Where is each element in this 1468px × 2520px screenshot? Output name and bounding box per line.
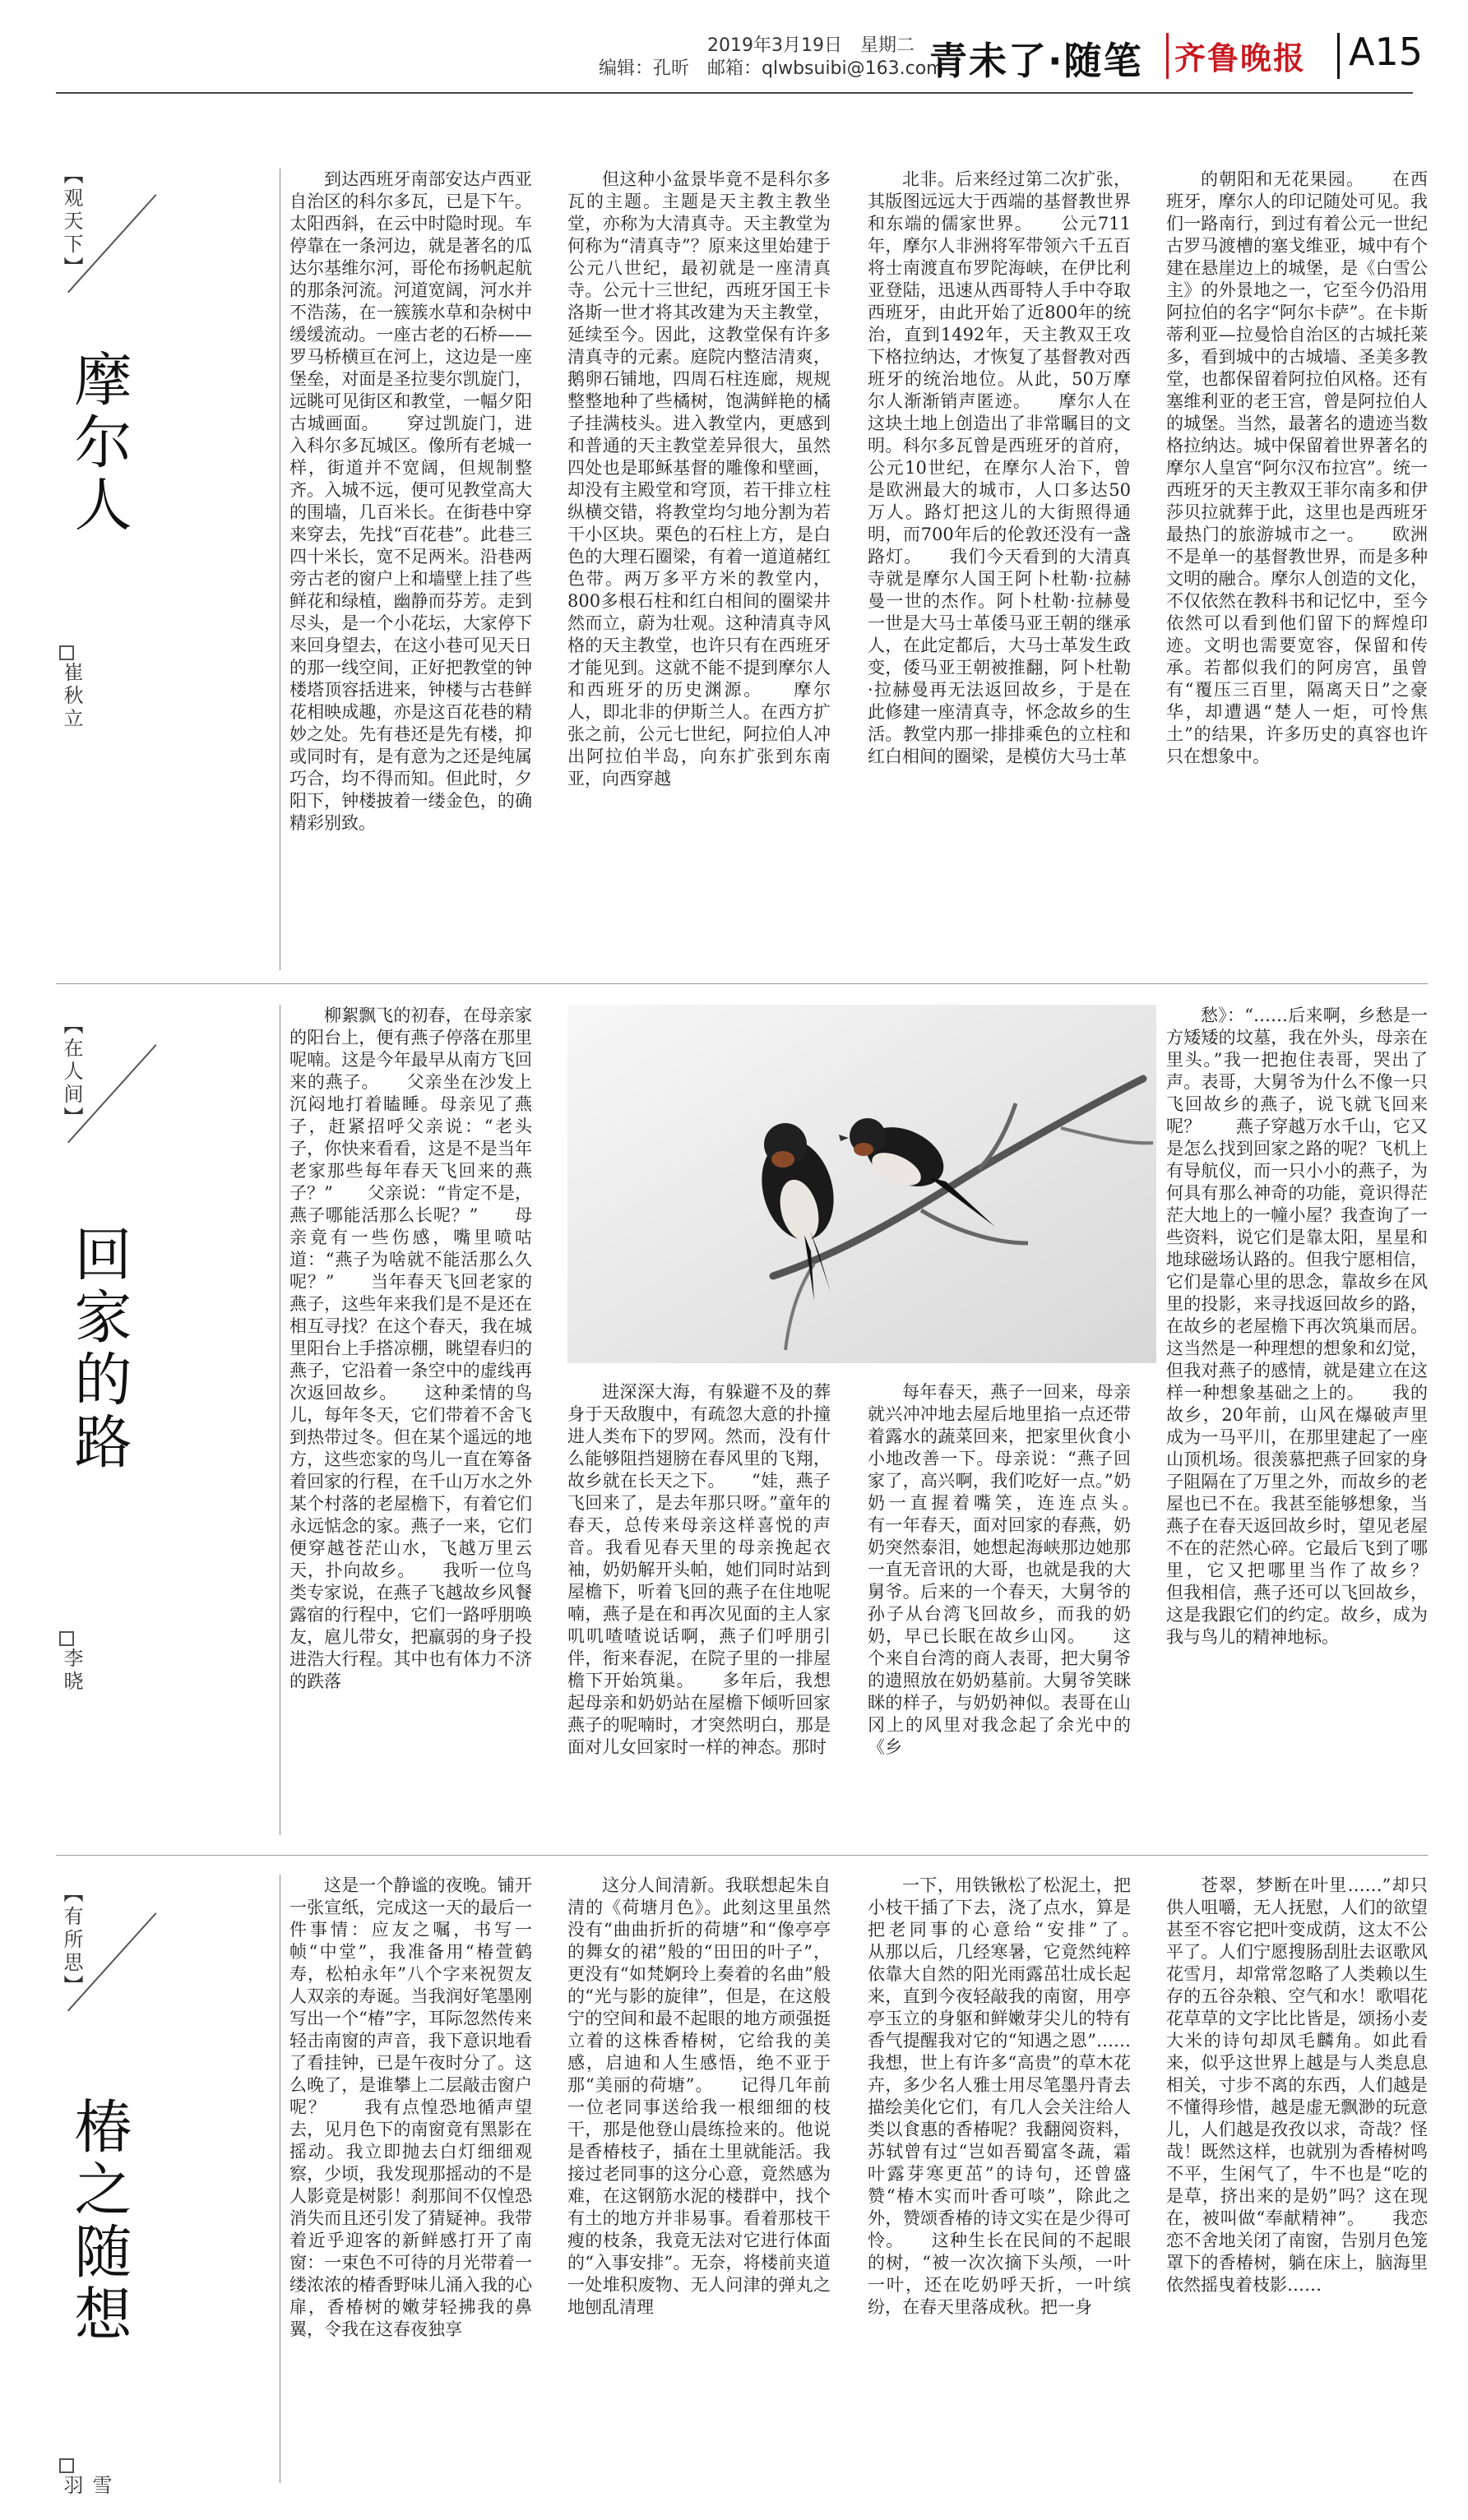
article-2-column-2: 进深深大海，有躲避不及的葬身于天敌腹中，有疏忽大意的扑撞进人类布下的罗网。然而，没有什么能够阻挡翅膀在春风里的飞翔，故乡就在长天之下。 “娃，燕子飞回来了，是去年那只呀。”童年的春天，总传来母亲这样喜悦的声音。我看见春天里的母亲挽起衣袖，奶奶解开头帕，她们同时站到屋檐下，听着飞回的燕子在住地呢喃，燕子是在和再次见面的主人家叽叽喳喳说话啊，燕子们呼朋引伴，衔来春泥，在院子里的一排屋檐下开始筑巢。 多年后，我想起母亲和奶奶站在屋檐下倾听回家燕子的呢喃时，才突然明白，那是面对儿女回家时一样的神态。那时 bbox=[567, 1382, 831, 1757]
author-box-icon bbox=[59, 2458, 74, 2473]
column-title: 青未了·随笔 bbox=[929, 39, 1143, 83]
section-label: 【观天下】 bbox=[60, 164, 83, 280]
section-rule-1 bbox=[56, 983, 1428, 984]
swallows-photo-icon bbox=[567, 1005, 1156, 1363]
header-divider bbox=[1166, 33, 1169, 79]
article-3-column-4: 苍翠，梦断在叶里……”却只供人咀嚼，无人抚慰，人们的欲望甚至不容它把叶变成荫，这太不公平了。人们宁愿搜肠刮肚去讴歌风花雪月，却常常忽略了人类赖以生存的五谷杂粮、空气和水！歌唱花花草草的文字比比皆是，颂扬小麦大米的诗句却凤毛麟角。如此看来，似乎这世界上越是与人类息息相关，寸步不离的东西，人们越是不懂得珍惜，越是虚无飘渺的玩意儿，人们越是孜孜以求，奇哉？怪哉！既然这样，也就别为香椿树鸣不平，生闲气了，牛不也是“吃的是草，挤出来的是奶”吗？这在现在，被叫做“奉献精神”。 我恋恋不舍地关闭了南窗，告别月色笼罩下的香椿树，躺在床上，脑海里依然摇曳着枝影…… bbox=[1166, 1875, 1428, 2295]
swallows-photo bbox=[567, 1005, 1156, 1363]
newspaper-logo: 齐鲁晚报 bbox=[1174, 39, 1307, 76]
article-1-column-4: 的朝阳和无花果园。 在西班牙，摩尔人的印记随处可见。我们一路南行，到过有着公元一世纪古罗马渡槽的塞戈维亚，城中有个建在悬崖边上的城堡，是《白雪公主》的外景地之一，它至今仍沿用阿拉伯的名字“阿尔卡萨”。在卡斯蒂利亚—拉曼恰自治区的古城托莱多，看到城中的古城墙、圣美多教堂，也都保留着阿拉伯风格。还有塞维利亚的老王宫，曾是阿拉伯人的城堡。当然，最著名的遗迹当数格拉纳达。城中保留着世界著名的摩尔人皇宫“阿尔汉布拉宫”。统一西班牙的天主教双王菲尔南多和伊莎贝拉就葬于此，这里也是西班牙最热门的旅游城市之一。 欧洲不是单一的基督教世界，而是多种文明的融合。摩尔人创造的文化，不仅依然在教科书和记忆中，至今依然可以看到他们留下的辉煌印迹。文明也需要宽容，保留和传承。若都似我们的阿房宫，虽曾有“覆压三百里，隔离天日”之豪华，却遭遇“楚人一炬，可怜焦土”的结果，许多历史的真容也许只在想象中。 bbox=[1166, 169, 1428, 766]
article-3-column-2: 这分人间清新。我联想起朱自清的《荷塘月色》。此刻这里虽然没有“曲曲折折的荷塘”和“像亭亭的舞女的裙”般的“田田的叶子”，更没有“如梵婀玲上奏着的名曲”般的“光与影的旋律”，但是，在这般宁的空间和最不起眼的地方顽强挺立着的这株香椿树，它给我的美感，启迪和人生感悟，绝不亚于那“美丽的荷塘”。 记得几年前一位老同事送给我一根细细的枝干，那是他登山晨练捡来的。他说是香椿枝子，插在土里就能活。我接过老同事的这分心意，竟然感为难，在这钢筋水泥的楼群中，找个有土的地方并非易事。看着那枝干瘦的枝条，我竟无法对它进行体面的“入事安排”。无奈，将楼前夹道一处堆积废物、无人问津的弹丸之地刨乱清理 bbox=[567, 1875, 831, 2317]
author-name: 雪羽 bbox=[60, 2475, 112, 2498]
article-title: 摩尔人 bbox=[65, 349, 132, 537]
article-3-column-1: 这是一个静谧的夜晚。铺开一张宣纸，完成这一天的最后一件事情：应友之嘱，书写一帧“中堂”，我准备用“椿萱鹤寿，松柏永年”八个字来祝贺友人双亲的寿诞。当我润好笔墨刚写出一个“椿”字，耳际忽然传来轻击南窗的声音，我下意识地看了看挂钟，已是午夜时分了。这么晚了，是谁攀上二层敲击窗户呢？ 我有点惶恐地循声望去，见月色下的南窗竟有黑影在摇动。我立即抛去白灯细细观察，少顷，我发现那摇动的不是人影竟是树影！刹那间不仅惶恐消失而且还引发了猜疑神。我带着近乎迎客的新鲜感打开了南窗：一束色不可待的月光带着一缕浓浓的椿香野味儿涌入我的心扉，香椿树的嫩芽轻拂我的鼻翼，令我在这春夜独享 bbox=[289, 1875, 532, 2339]
section-rule-2 bbox=[56, 1855, 1428, 1856]
author-box-icon bbox=[59, 645, 74, 660]
article-1-column-3: 北非。后来经过第二次扩张，其版图远远大于西端的基督教世界和东端的儒家世界。 公元711年，摩尔人非洲将军带领六千五百将士南渡直布罗陀海峡，在伊比利亚登陆，迅速从西哥特人手中夺取西班牙，由此开始了近800年的统治，直到1492年，天主教双王攻下格拉纳达，才恢复了基督教对西班牙的统治地位。从此，50万摩尔人渐渐销声匿迹。 摩尔人在这块土地上创造出了非常瞩目的文明。科尔多瓦曾是西班牙的首府，公元10世纪，在摩尔人治下，曾是欧洲最大的城市，人口多达50万人。路灯把这儿的大街照得通明，而700年后的伦敦还没有一盏路灯。 我们今天看到的大清真寺就是摩尔人国王阿卜杜勒·拉赫曼一世的杰作。阿卜杜勒·拉赫曼一世是大马士革倭马亚王朝的继承人，在此定都后，大马士革发生政变，倭马亚王朝被推翻，阿卜杜勒·拉赫曼再无法返回故乡，于是在此修建一座清真寺，怀念故乡的生活。教堂内那一排排乘色的立柱和红白相间的圈梁，是模仿大马士革 bbox=[868, 169, 1131, 766]
header-divider-2 bbox=[1337, 33, 1340, 79]
article-1-column-1: 到达西班牙南部安达卢西亚自治区的科尔多瓦，已是下午。太阳西斜，在云中时隐时现。车停靠在一条河边，就是著名的瓜达尔基维尔河，哥伦布扬帆起航的那条河流。河道宽阔，河水并不浩荡，在一簇簇水草和杂树中缓缓流动。一座古老的石桥——罗马桥横亘在河上，这边是一座堡垒，对面是圣拉斐尔凯旋门，远眺可见街区和教堂，一幅夕阳古城画面。 穿过凯旋门，进入科尔多瓦城区。像所有老城一样，街道并不宽阔，但规制整齐。入城不远，便可见教堂高大的围墙，几百米长。在街巷中穿来穿去，先找“百花巷”。此巷三四十米长，宽不足两米。沿巷两旁古老的窗户上和墙壁上挂了些鲜花和绿植，幽静而芬芳。走到尽头，是一个小花坛，大家停下来回身望去，在这小巷可见天日的那一线空间，正好把教堂的钟楼塔顶容括进来，钟楼与古巷鲜花相映成趣，亦是这百花巷的精妙之处。先有巷还是先有楼，抑或同时有，是有意为之还是纯属巧合，均不得而知。但此时，夕阳下，钟楼披着一缕金色，的确精彩别致。 bbox=[289, 169, 532, 833]
article-title: 椿之随想 bbox=[65, 2097, 132, 2347]
author-name: 李晓 bbox=[60, 1648, 83, 1694]
article-2-column-1: 柳絮飘飞的初春，在母亲家的阳台上，便有燕子停落在那里呢喃。这是今年最早从南方飞回来的燕子。 父亲坐在沙发上沉闷地打着瞌睡。母亲见了燕子，赶紧招呼父亲说：“老头子，你快来看看，这是不是当年老家那些每年春天飞回来的燕子？” 父亲说：“肯定不是，燕子哪能活那么长呢？” 母亲竟有一些伤感，嘴里喷咕道：“燕子为啥就不能活那么久呢？” 当年春天飞回老家的燕子，这些年来我们是不是还在相互寻找？在这个春天，我在城里阳台上手搭凉棚，眺望春归的燕子，它沿着一条空中的虚线再次返回故乡。 这种柔情的鸟儿，每年冬天，它们带着不舍飞到热带过冬。但在某个遥远的地方，这些恋家的鸟儿一直在筹备着回家的行程，在千山万水之外某个村落的老屋檐下，有着它们永远惦念的家。燕子一来，它们便穿越苍茫山水，飞越万里云天，扑向故乡。 我听一位鸟类专家说，在燕子飞越故乡风餐露宿的行程中，它们一路呼朋唤友，扈儿带女，把羸弱的身子投进浩大行程。其中也有体力不济的跌落 bbox=[289, 1006, 532, 1691]
page-number: A15 bbox=[1349, 30, 1424, 74]
section-label: 【有所思】 bbox=[60, 1883, 83, 1998]
author-name: 崔秋立 bbox=[60, 662, 83, 731]
article-2-column-4: 愁》：“……后来啊，乡愁是一方矮矮的坟墓，我在外头，母亲在里头。”我一把抱住表哥，哭出了声。表哥，大舅爷为什么不像一只飞回故乡的燕子，说飞就飞回来呢？ 燕子穿越万水千山，它又是怎么找到回家之路的呢？飞机上有导航仪，而一只小小的燕子，为何具有那么神奇的功能，竟识得茫茫大地上的一幢小屋？我查询了一些资料，说它们是靠太阳，星星和地球磁场认路的。但我宁愿相信，它们是靠心里的思念，靠故乡在风里的投影，来寻找返回故乡的路，在故乡的老屋檐下再次筑巢而居。这当然是一种理想的想象和幻觉，但我对燕子的感情，就是建立在这样一种想象基础之上的。 我的故乡，20年前，山风在爆破声里成为一马平川，在那里建起了一座山顶机场。很羡慕把燕子回家的身子阻隔在了万里之外，而故乡的老屋也已不在。我甚至能够想象，当燕子在春天返回故乡时，望见老屋不在的茫然心碎。它最后飞到了哪里，它又把哪里当作了故乡？ 但我相信，燕子还可以飞回故乡，这是我跟它们的约定。故乡，成为我与鸟儿的精神地标。 bbox=[1166, 1006, 1462, 1647]
editor-line: 编辑：孔昕 邮箱：qlwbsuibi@163.com bbox=[599, 58, 944, 79]
issue-date: 2019年3月19日 星期二 bbox=[707, 35, 915, 56]
section-label: 【在人间】 bbox=[60, 1015, 83, 1130]
article-3-column-3: 一下，用铁锹松了松泥土，把小枝干插了下去，浇了点水，算是把老同事的心意给“安排”了。 从那以后，几经寒暑，它竟然纯粹依靠大自然的阳光雨露茁壮成长起来，直到今夜轻敲我的南窗，用亭亭玉立的身躯和鲜嫩芽尖儿的特有香气提醒我对它的“知遇之恩”……我想，世上有许多“高贵”的草木花卉，多少名人雅士用尽笔墨丹青去描绘美化它们，有几人会关注给人类以食惠的香椿呢？我翻阅资料，苏轼曾有过“岂如吾蜀富冬蔬，霜叶露芽寒更茁”的诗句，还曾盛赞“椿木实而叶香可啖”，除此之外，赞颂香椿的诗文实在是少得可怜。 这种生长在民间的不起眼的树，“被一次次摘下头颅，一叶一叶，还在吃奶呼天折，一叶缤纷，在春天里落成秋。把一身 bbox=[868, 1875, 1165, 2317]
header-rule bbox=[56, 92, 1413, 94]
author-box-icon bbox=[59, 1631, 74, 1646]
article-title: 回家的路 bbox=[65, 1224, 132, 1474]
article-2-column-3: 每年春天，燕子一回来，母亲就兴冲冲地去屋后地里掐一点还带着露水的蔬菜回来，把家里伙食小小地改善一下。母亲说：“燕子回家了，高兴啊，我们吃好一点。”奶奶一直握着嘴笑，连连点头。 有一年春天，面对回家的春燕，奶奶突然泰泪，她想起海峡那边她那一直无音讯的大哥，也就是我的大舅爷。后来的一个春天，大舅爷的孙子从台湾飞回故乡，而我的奶奶，早已长眠在故乡山冈。 这个来自台湾的商人表哥，把大舅爷的遗照放在奶奶墓前。大舅爷笑眯眯的样子，与奶奶神似。表哥在山冈上的风里对我念起了余光中的《乡 bbox=[868, 1382, 1165, 1757]
article-1-column-2: 但这种小盆景毕竟不是科尔多瓦的主题。主题是天主教主教坐堂，亦称为大清真寺。天主教堂为何称为“清真寺”？原来这里始建于公元八世纪，最初就是一座清真寺。公元十三世纪，西班牙国王卡洛斯一世才将其改建为天主教堂，延续至今。因此，这教堂保有许多清真寺的元素。庭院内整洁清爽，鹅卵石铺地，四周石柱连廊，规规整整地种了些橘树，饱满鲜艳的橘子挂满枝头。进入教堂内，更感到和普通的天主教堂差异很大，虽然四处也是耶稣基督的雕像和壁画，却没有主殿堂和穹顶，若干排立柱纵横交错，将教堂均匀地分割为若干小区块。栗色的石柱上方，是白色的大理石圈梁，有着一道道赭红色带。两万多平方米的教堂内，800多根石柱和红白相间的圈梁井然而立，蔚为壮观。这种清真寺风格的天主教堂，也许只有在西班牙才能见到。这就不能不提到摩尔人和西班牙的历史渊源。 摩尔人，即北非的伊斯兰人。在西方扩张之前，公元七世纪，阿拉伯人冲出阿拉伯半岛，向东扩张到东南亚，向西穿越 bbox=[567, 169, 831, 788]
